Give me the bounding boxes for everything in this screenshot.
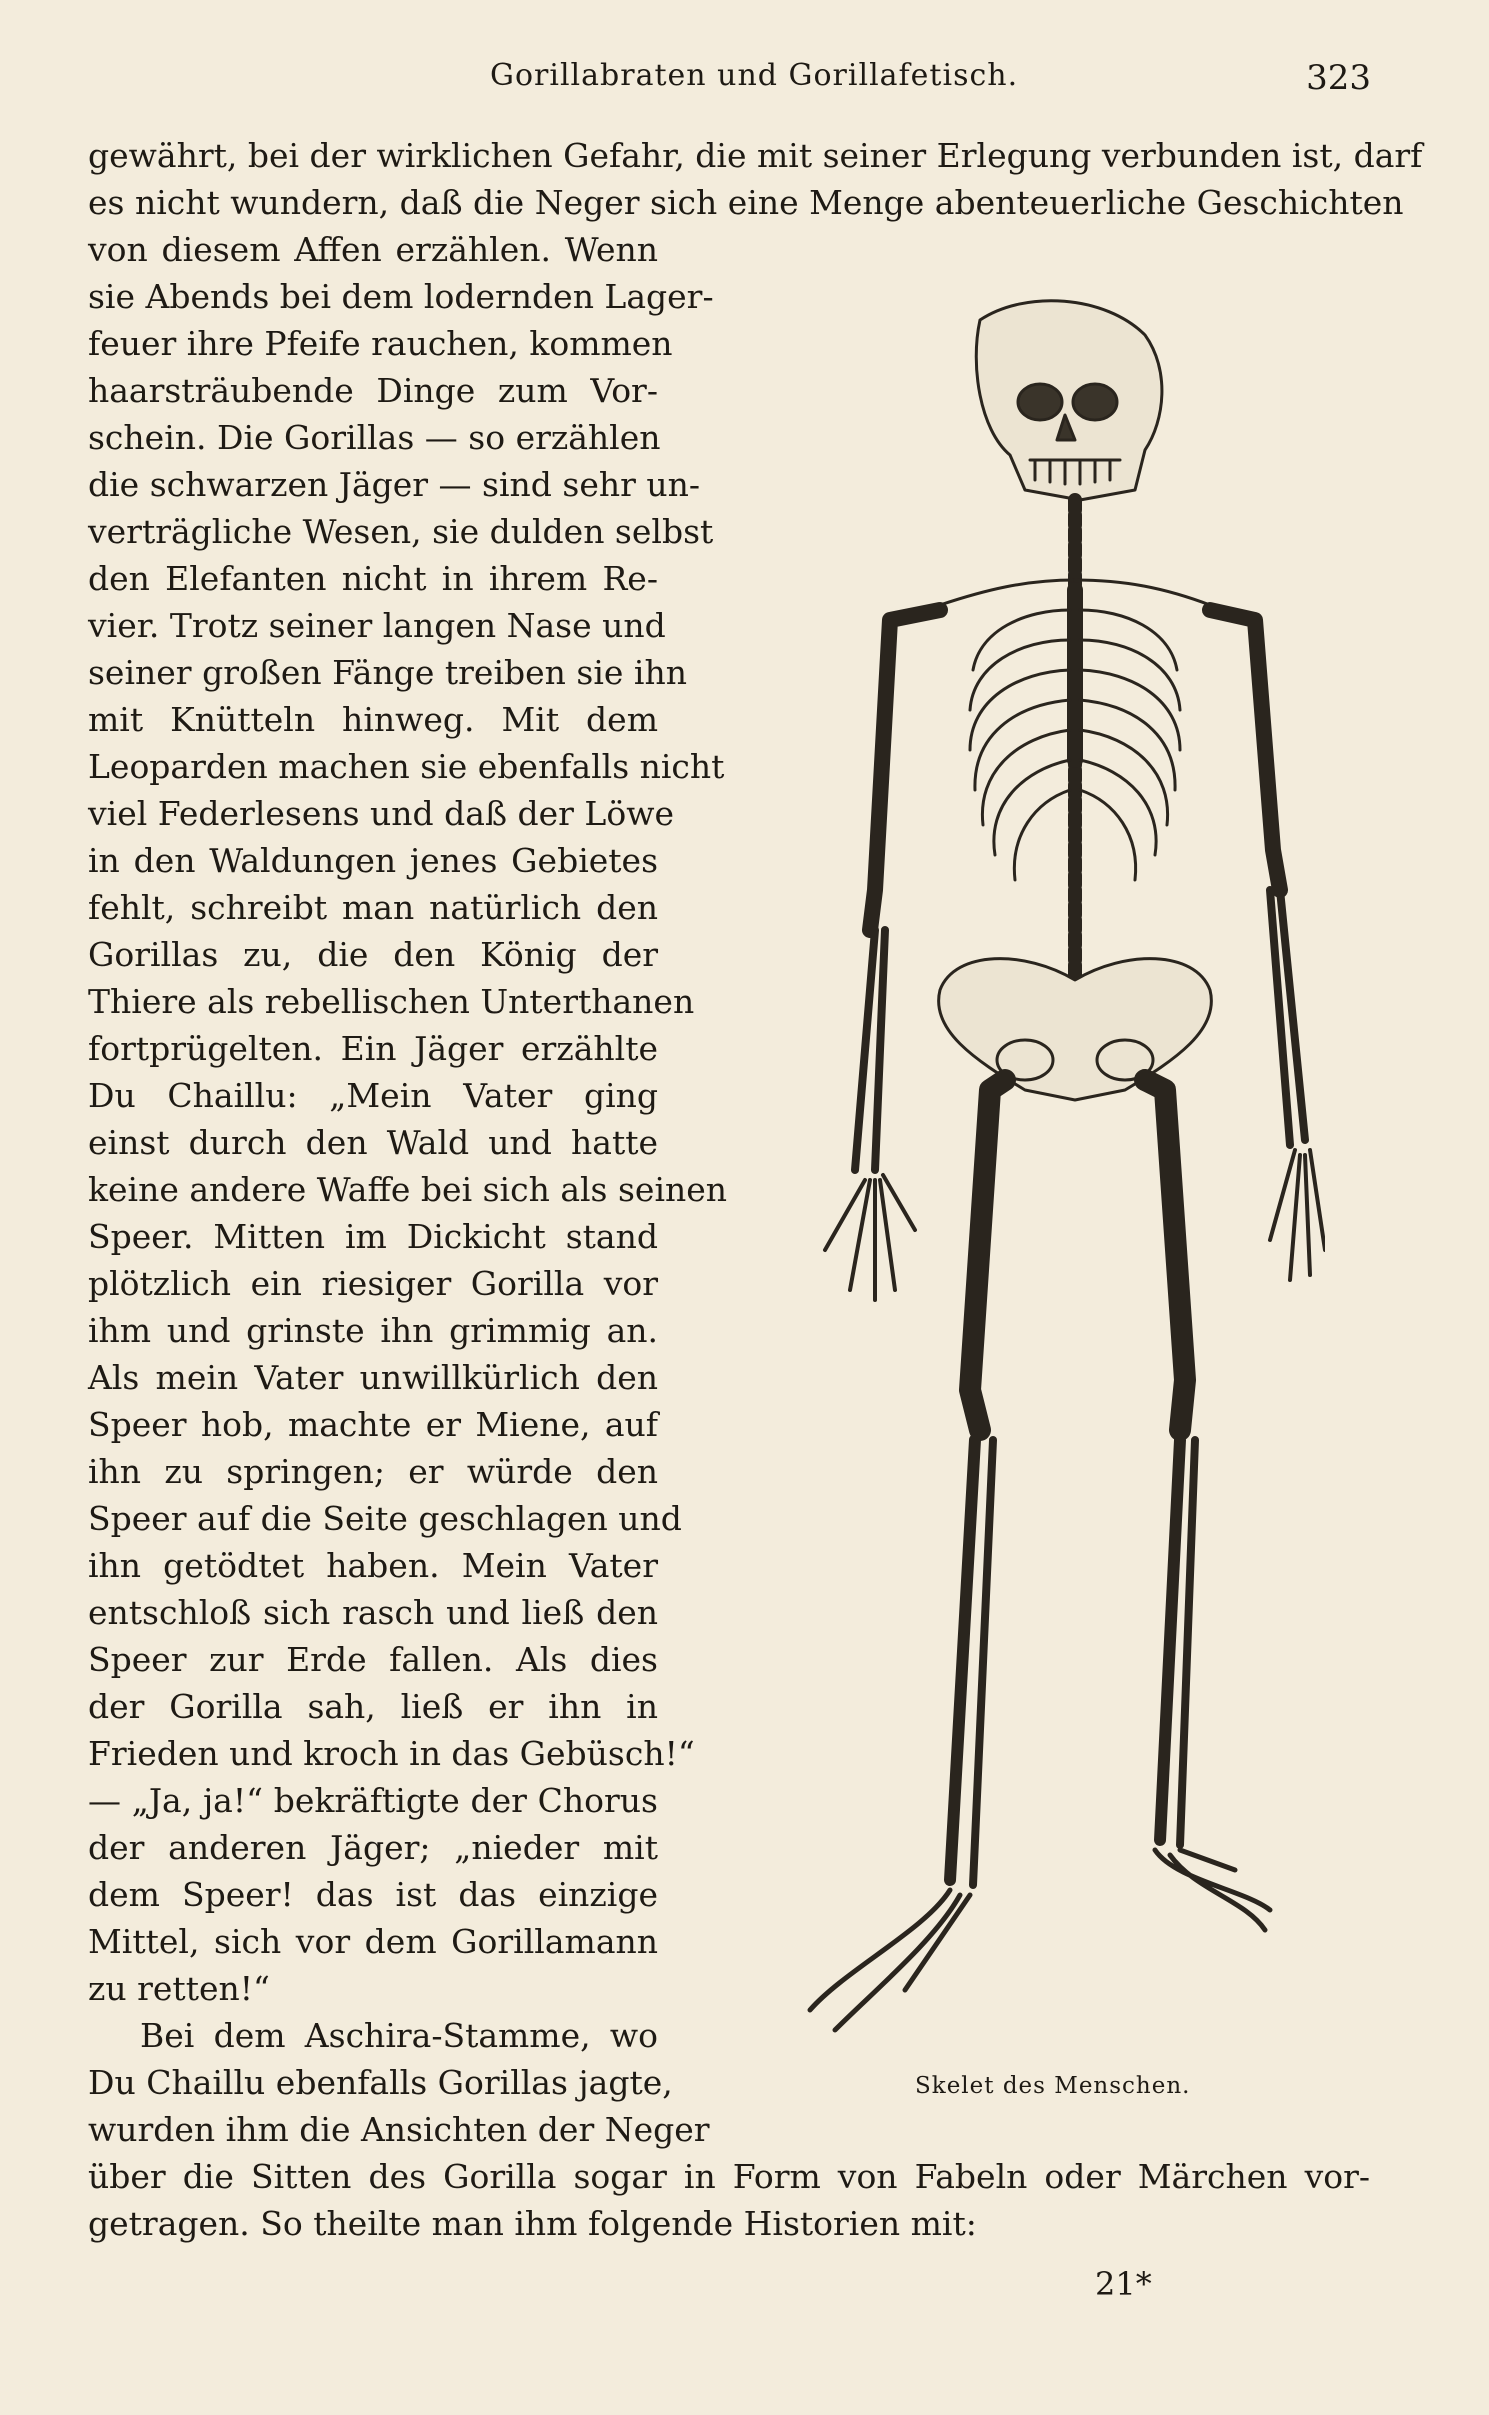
text-line: wurden ihm die Ansichten der Neger [88, 2110, 710, 2149]
text-line: Speer zur Erde fallen. Als dies [88, 1640, 658, 1679]
text-line: Frieden und kroch in das Gebüsch!“ [88, 1734, 695, 1773]
skeleton-drawing [725, 290, 1325, 2050]
text-line: es nicht wundern, daß die Neger sich eine Menge abenteuerliche Geschichten [88, 183, 1404, 222]
skeleton-illustration [725, 290, 1325, 2050]
page-number: 323 [1306, 58, 1371, 98]
text-line: die schwarzen Jäger — sind sehr un- [88, 465, 701, 504]
text-line: Thiere als rebellischen Unterthanen [88, 982, 695, 1021]
signature-mark: 21* [1095, 2265, 1152, 2303]
text-line: Leoparden machen sie ebenfalls nicht [88, 747, 725, 786]
text-line: ihm und grinste ihn grimmig an. [88, 1311, 658, 1350]
text-line: mit Knütteln hinweg. Mit dem [88, 700, 658, 739]
figure-caption: Skelet des Menschen. [915, 2073, 1191, 2099]
text-line: fehlt, schreibt man natürlich den [88, 888, 658, 927]
text-line: plötzlich ein riesiger Gorilla vor [88, 1264, 658, 1303]
text-line: schein. Die Gorillas — so erzählen [88, 418, 661, 457]
text-line: der anderen Jäger; „nieder mit [88, 1828, 658, 1867]
text-line: — „Ja, ja!“ bekräftigte der Chorus [88, 1781, 658, 1820]
text-line: Bei dem Aschira-Stamme, wo [140, 2016, 658, 2055]
text-line: Gorillas zu, die den König der [88, 935, 658, 974]
text-line: von diesem Affen erzählen. Wenn [88, 230, 658, 269]
text-line: sie Abends bei dem lodernden Lager- [88, 277, 714, 316]
text-line: haarsträubende Dinge zum Vor- [88, 371, 658, 410]
text-line: viel Federlesens und daß der Löwe [88, 794, 674, 833]
text-line: in den Waldungen jenes Gebietes [88, 841, 658, 880]
text-line: Speer auf die Seite geschlagen und [88, 1499, 682, 1538]
text-line: gewährt, bei der wirklichen Gefahr, die mit seiner Erlegung verbunden ist, darf [88, 136, 1423, 175]
text-line: Du Chaillu ebenfalls Gorillas jagte, [88, 2063, 673, 2102]
text-line: einst durch den Wald und hatte [88, 1123, 658, 1162]
text-line: Speer hob, machte er Miene, auf [88, 1405, 658, 1444]
text-line: Als mein Vater unwillkürlich den [88, 1358, 658, 1397]
text-line: Du Chaillu: „Mein Vater ging [88, 1076, 658, 1115]
text-line: entschloß sich rasch und ließ den [88, 1593, 658, 1632]
text-line: feuer ihre Pfeife rauchen, kommen [88, 324, 673, 363]
text-line: der Gorilla sah, ließ er ihn in [88, 1687, 658, 1726]
text-line: seiner großen Fänge treiben sie ihn [88, 653, 687, 692]
text-line: zu retten!“ [88, 1969, 270, 2008]
text-line: Mittel, sich vor dem Gorillamann [88, 1922, 658, 1961]
text-line: verträgliche Wesen, sie dulden selbst [88, 512, 714, 551]
text-line: keine andere Waffe bei sich als seinen [88, 1170, 728, 1209]
text-line: getragen. So theilte man ihm folgende Historien mit: [88, 2204, 977, 2243]
text-line: ihn zu springen; er würde den [88, 1452, 658, 1491]
text-line: den Elefanten nicht in ihrem Re- [88, 559, 658, 598]
text-line: Speer. Mitten im Dickicht stand [88, 1217, 658, 1256]
text-line: ihn getödtet haben. Mein Vater [88, 1546, 658, 1585]
text-line: dem Speer! das ist das einzige [88, 1875, 658, 1914]
text-line: vier. Trotz seiner langen Nase und [88, 606, 666, 645]
text-line: fortprügelten. Ein Jäger erzählte [88, 1029, 658, 1068]
running-header [0, 58, 1489, 108]
running-title: Gorillabraten und Gorillafetisch. [490, 58, 1019, 93]
text-line: über die Sitten des Gorilla sogar in Form von Fabeln oder Märchen vor- [88, 2157, 1370, 2196]
